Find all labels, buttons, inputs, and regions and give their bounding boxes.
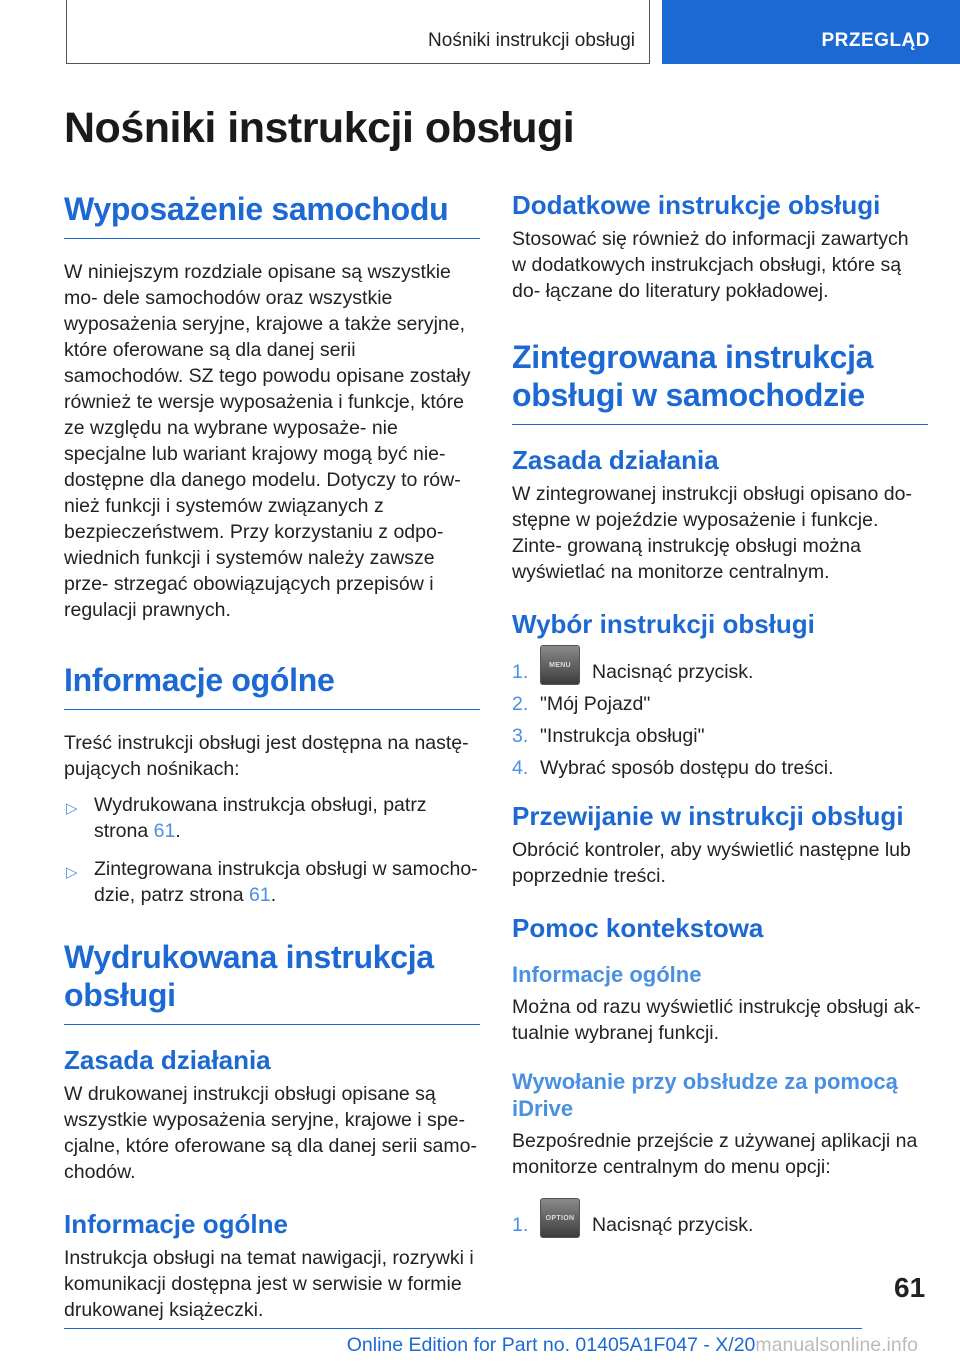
- text-informacje-ogolne: Treść instrukcji obsługi jest dostępna na nastę- pujących nośnikach:: [64, 732, 469, 780]
- step-text: Wybrać sposób dostępu do treści.: [540, 757, 834, 779]
- list-item-end: .: [270, 884, 277, 906]
- list-item: [64, 856, 480, 908]
- text-przewijanie: Obrócić kontroler, aby wyświetlić następne lub poprzednie treści.: [512, 839, 911, 887]
- heading-informacje-ogolne-druk: Informacje ogólne: [64, 1209, 288, 1239]
- footer-watermark: manualsonline.info: [755, 1334, 918, 1356]
- left-column: [64, 190, 480, 1323]
- heading-wyposazenie: Wyposażenie samochodu: [64, 190, 480, 239]
- right-column: [512, 190, 928, 1244]
- header-section-title: Nośniki instrukcji obsługi: [428, 30, 635, 51]
- step-item: [512, 755, 928, 781]
- step-text: "Mój Pojazd": [540, 693, 651, 715]
- heading-informacje-ogolne: Informacje ogólne: [64, 661, 480, 710]
- option-button-icon: OPTION: [540, 1198, 580, 1238]
- footer-divider: [64, 1328, 862, 1329]
- page-link[interactable]: 61: [153, 820, 176, 842]
- list-item-text: Wydrukowana instrukcja obsługi, patrz strona: [94, 794, 427, 842]
- heading-wydrukowana: Wydrukowana instrukcja obsługi: [64, 938, 480, 1025]
- page-title: Nośniki instrukcji obsługi: [64, 104, 575, 152]
- header-overview-tab[interactable]: [662, 0, 960, 64]
- heading-pomoc-info: Informacje ogólne: [512, 962, 702, 987]
- page-link[interactable]: 61: [249, 884, 271, 906]
- list-item: [64, 792, 480, 844]
- step-item: [512, 645, 928, 685]
- heading-zasada-dzialania: Zasada działania: [64, 1045, 271, 1075]
- heading-dodatkowe: Dodatkowe instrukcje obsługi: [512, 190, 881, 220]
- header-section-tab: [66, 0, 650, 64]
- text-zasada-dzialania: W drukowanej instrukcji obsługi opisane są wszystkie wyposażenia seryjne, krajowe i spe- cjalne, które oferowane są dla danej serii samo- chodów.: [64, 1083, 477, 1183]
- header-overview-label: PRZEGLĄD: [821, 30, 930, 51]
- page-number: 61: [894, 1272, 926, 1303]
- heading-pomoc: Pomoc kontekstowa: [512, 913, 764, 943]
- step-number: 4.: [512, 757, 529, 779]
- step-text: "Instrukcja obsługi": [540, 725, 705, 747]
- text-pomoc-info: Można od razu wyświetlić instrukcję obsługi ak- tualnie wybranej funkcji.: [512, 996, 921, 1044]
- footer-edition: Online Edition for Part no. 01405A1F047 - X/20: [346, 1334, 756, 1356]
- heading-wybor: Wybór instrukcji obsługi: [512, 609, 815, 639]
- heading-wywolanie: Wywołanie przy obsłudze za pomocą iDrive: [512, 1069, 898, 1121]
- step-text: Nacisnąć przycisk.: [592, 1214, 754, 1236]
- step-number: 2.: [512, 693, 529, 715]
- text-informacje-ogolne-druk: Instrukcja obsługi na temat nawigacji, rozrywki i komunikacji dostępna jest w serwisie w formie drukowanej książeczki.: [64, 1247, 474, 1321]
- heading-zintegrowana: Zintegrowana instrukcja obsługi w samochodzie: [512, 338, 928, 425]
- text-dodatkowe: Stosować się również do informacji zawartych w dodatkowych instrukcjach obsługi, które są do- łączane do literatury pokładowej.: [512, 228, 909, 302]
- steps-list: [512, 645, 928, 781]
- step-item: [512, 1198, 928, 1238]
- triangle-bullet-icon: ▷: [66, 864, 78, 881]
- text-wywolanie: Bezpośrednie przejście z używanej aplikacji na monitorze centralnym do menu opcji:: [512, 1130, 918, 1178]
- step-text: Nacisnąć przycisk.: [592, 661, 754, 683]
- step-item: [512, 691, 928, 717]
- step-number: 3.: [512, 725, 529, 747]
- heading-zasada-dzialania-zint: Zasada działania: [512, 445, 719, 475]
- step-item: [512, 723, 928, 749]
- list-item-text: Zintegrowana instrukcja obsługi w samocho- dzie, patrz strona: [94, 858, 478, 906]
- triangle-bullet-icon: ▷: [66, 800, 78, 817]
- step-number: 1.: [512, 1214, 529, 1236]
- text-zasada-dzialania-zint: W zintegrowanej instrukcji obsługi opisano do- stępne w pojeździe wyposażenie i funkcje. Zinte- growaną instrukcję obsługi można wyświetlać na monitorze centralnym.: [512, 483, 912, 583]
- wywolanie-steps: [512, 1198, 928, 1238]
- media-list: [64, 792, 480, 908]
- footer: [0, 1334, 918, 1357]
- text-wyposazenie: W niniejszym rozdziale opisane są wszystkie mo- dele samochodów oraz wszystkie wyposażenia seryjne, krajowe a także seryjne, które oferowane są dla danej serii samochodów. SZ tego powodu opisane zostały również te wersje wyposażenia i funkcje, które ze względu na wybrane wyposaże- nie specjalne lub wariant krajowy mogą być nie- dostępne dla danego modelu. Dotyczy to rów- nież funkcji i systemów związanych z bezpieczeństwem. Przy korzystaniu z odpo- wiednich funkcji i systemów należy zawsze prze- strzegać obowiązujących przepisów i regulacji prawnych.: [64, 261, 471, 621]
- step-number: 1.: [512, 661, 529, 683]
- list-item-end: .: [175, 820, 181, 842]
- menu-button-icon: MENU: [540, 645, 580, 685]
- heading-przewijanie: Przewijanie w instrukcji obsługi: [512, 801, 904, 831]
